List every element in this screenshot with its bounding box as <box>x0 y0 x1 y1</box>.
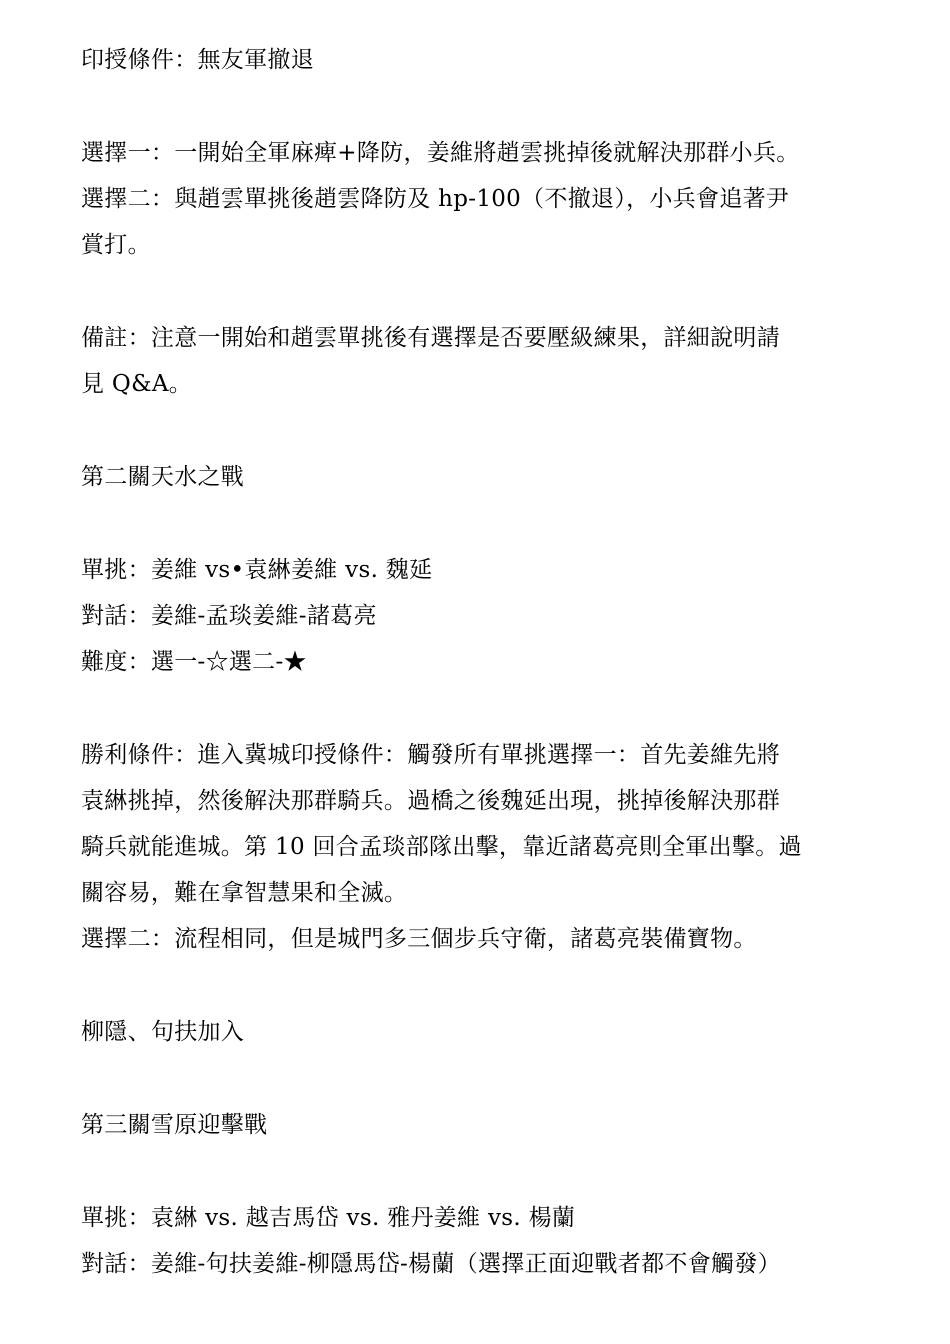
text-line-choice-one-1: 選擇一：一開始全軍麻痺+降防，姜維將趙雲挑掉後就解決那群小兵。 <box>81 140 800 166</box>
text-line-stage-two-heading: 第二關天水之戰 <box>81 464 245 490</box>
text-line-stage-three-heading: 第三關雪原迎擊戰 <box>81 1112 268 1138</box>
text-line-victory-condition-cont: 騎兵就能進城。第 10 回合孟琰部隊出擊，靠近諸葛亮則全軍出擊。過 <box>81 834 802 860</box>
text-line-note-cont: 見 Q&A。 <box>81 371 193 397</box>
text-line-note: 備註：注意一開始和趙雲單挑後有選擇是否要壓級練果，詳細說明請 <box>81 325 780 351</box>
text-line-victory-condition: 勝利條件：進入冀城印授條件：觸發所有單挑選擇一：首先姜維先將 <box>81 742 780 768</box>
text-line-duel-stage-three: 單挑：袁綝 vs. 越吉馬岱 vs. 雅丹姜維 vs. 楊蘭 <box>81 1205 576 1231</box>
text-line-victory-condition-cont: 袁綝挑掉，然後解決那群騎兵。過橋之後魏延出現，挑掉後解決那群 <box>81 788 780 814</box>
text-line-dialogue-stage-three: 對話：姜維-句扶姜維-柳隱馬岱-楊蘭（選擇正面迎戰者都不會觸發） <box>81 1251 781 1277</box>
text-line-dialogue-stage-two: 對話：姜維-孟琰姜維-諸葛亮 <box>81 603 377 629</box>
text-line-seal-condition-1: 印授條件：無友軍撤退 <box>81 47 314 73</box>
text-line-victory-condition-cont: 關容易，難在拿智慧果和全滅。 <box>81 880 408 906</box>
text-line-difficulty: 難度：選一-☆選二-★ <box>81 649 307 675</box>
text-line-choice-two-1: 選擇二：與趙雲單挑後趙雲降防及 hp-100（不撤退），小兵會追著尹 <box>81 186 790 212</box>
text-line-choice-two-2: 選擇二：流程相同，但是城門多三個步兵守衛，諸葛亮裝備寶物。 <box>81 926 757 952</box>
text-line-recruits: 柳隱、句扶加入 <box>81 1019 245 1045</box>
text-line-duel-stage-two: 單挑：姜維 vs•袁綝姜維 vs. 魏延 <box>81 557 433 583</box>
text-line-choice-two-1-cont: 賞打。 <box>81 232 151 258</box>
